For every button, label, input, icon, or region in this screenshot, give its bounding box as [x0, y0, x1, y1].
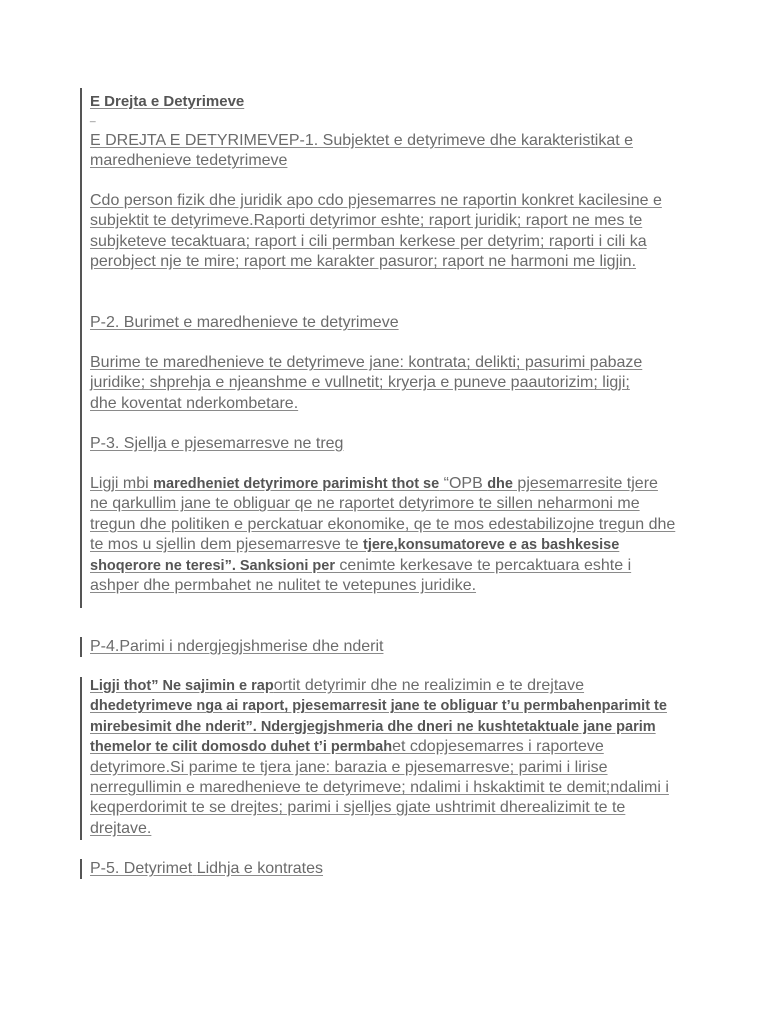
section-3-body: [90, 474, 680, 596]
text-run: ortit detyrimir dhe ne realizimin e te drejtave: [273, 677, 585, 694]
section-5-heading-b: Lidhja e kontrates: [196, 860, 324, 877]
section-5-heading-a: P-5. Detyrimet: [90, 860, 193, 877]
section-1-body: Cdo person fizik dhe juridik apo cdo pjesemarres ne raportin konkret kacilesine e subjektit te detyrimeve.Raporti detyrimor eshte; raport juridik; raport ne mes te subjketeve tecaktuara; raport i cili permban kerkese per detyrim; raporti i cili ka perobject nje te mire; raport me karakter pasuror; raport ne harmoni me ligjin.: [90, 192, 662, 271]
text-run: cenimte kerkesave te percaktuara eshte i ashper dhe permbahet ne nulitet te vetepunes juridike.: [90, 556, 632, 595]
text-run: pjesemarresite tjere ne qarkullim jane te obliguar qe ne raportet detyrimore te sillen neharmoni me tregun dhe politiken e perckatuar ekonomike, qe te mos edestabilizojne tregun dhe te mos u sjellin dem pjesemarresve te: [90, 475, 676, 554]
margin-bar: [80, 859, 82, 879]
text-run: et cdopjesemarres i raporteve detyrimore.Si parime te tjera jane: barazia e pjesemarresve; parimi i lirise nerregullimin e maredhenieve te detyrimeve; ndalimi i hskaktimit te demit;ndalimi i keqperdorimit te se drejtes; parimi i sjelljes gjate ushtrimit dherealizimit te te drejtave.: [90, 738, 669, 837]
text-run: Ligji mbi: [90, 475, 154, 492]
text-run-bold: dhedetyrimeve nga ai raport, pjesemarresit jane te obliguar t’u permbahenparimit te mirebesimit dhe nderit”. Ndergjegjshmeria dhe dneri ne kushtetaktuale jane parim themelor te cilit domosdo duhet t’i permbah: [90, 698, 667, 756]
section-1-heading: E DREJTA E DETYRIMEVEP-1. Subjektet e detyrimeve dhe karakteristikat e maredhenieve tedetyrimeve: [90, 132, 634, 170]
margin-bar: [80, 677, 82, 840]
section-4-heading: P-4.Parimi i ndergjegjshmerise dhe nderit: [90, 638, 384, 655]
text-run-bold: tjere,konsumatoreve e as bashkesise shoqerore ne teresi”. Sanksioni per: [90, 537, 620, 574]
section-2-heading: P-2. Burimet e maredhenieve te detyrimeve: [90, 314, 399, 331]
margin-bar: [80, 88, 82, 608]
section-4-body: [90, 676, 680, 839]
document-title: E Drejta e Detyrimeve: [90, 93, 245, 110]
section-3-heading: P-3. Sjellja e pjesemarresve ne treg: [90, 435, 344, 452]
underscore-mark: _: [90, 112, 96, 123]
text-run-bold: Ligji thot” Ne sajimin e rap: [90, 678, 274, 694]
section-2-body: Burime te maredhenieve te detyrimeve jane: kontrata; delikti; pasurimi pabaze juridike; shprehja e njeanshme e vullnetit; kryerja e puneve paautorizim; ligji; dhe koventat nderkombetare.: [90, 354, 643, 412]
section-5-heading: [90, 859, 690, 879]
text-run-bold: dhe: [487, 476, 513, 492]
text-run: “OPB: [439, 475, 488, 492]
margin-bar: [80, 637, 82, 657]
text-run-bold: maredheniet detyrimore parimisht thot se: [153, 476, 440, 492]
